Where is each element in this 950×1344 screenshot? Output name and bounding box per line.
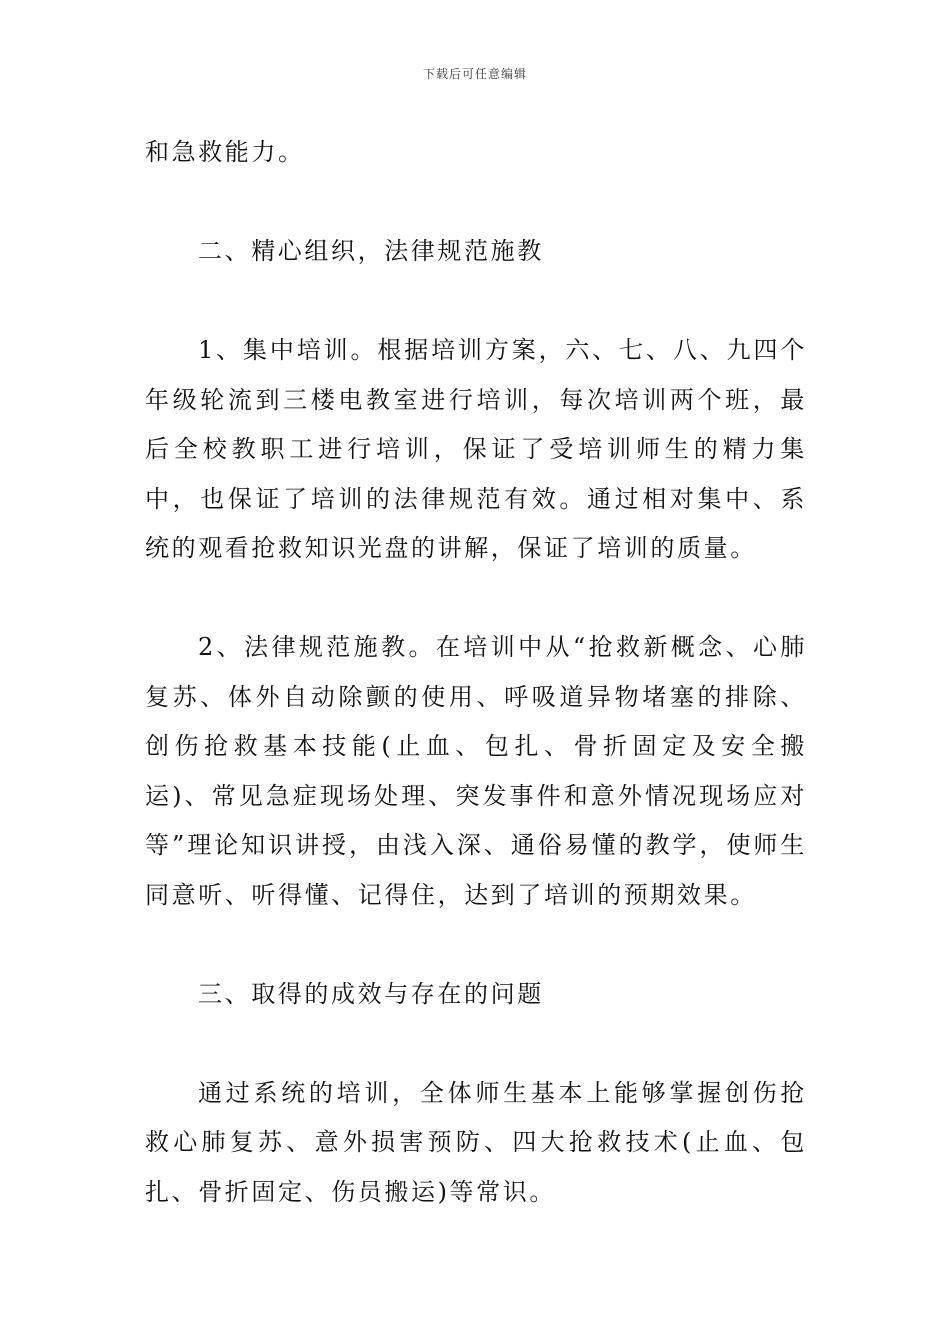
- paragraph-gap: [145, 574, 807, 624]
- paragraph-results: 通过系统的培训，全体师生基本上能够掌握创伤抢救心肺复苏、意外损害预防、四大抢救技术(止血、包扎、骨折固定、伤员搬运)等常识。: [145, 1078, 807, 1206]
- document-body: [145, 128, 807, 1217]
- paragraph-gap: [145, 1019, 807, 1069]
- header-note: 下载后可任意编辑: [422, 67, 527, 81]
- paragraph-standard-teaching: 2、法律规范施教。在培训中从“抢救新概念、心肺复苏、体外自动除颤的使用、呼吸道异物堵塞的排除、创伤抢救基本技能(止血、包扎、骨折固定及安全搬运)、常见急症现场处理、突发事件和意外情况现场应对等”理论知识讲授，由浅入深、通俗易懂的教学，使师生同意听、听得懂、记得住，达到了培训的预期效果。: [145, 633, 807, 909]
- paragraph-centralized-training: 1、集中培训。根据培训方案，六、七、八、九四个年级轮流到三楼电教室进行培训，每次培训两个班，最后全校教职工进行培训，保证了受培训师生的精力集中，也保证了培训的法律规范有效。通过相对集中、系统的观看抢救知识光盘的讲解，保证了培训的质量。: [145, 336, 807, 562]
- paragraph-gap: [145, 178, 807, 228]
- paragraph-continuation: 和急救能力。: [145, 138, 305, 166]
- section-heading-2: 二、精心组织，法律规范施教: [198, 237, 544, 265]
- paragraph-gap: [145, 920, 807, 970]
- section-heading-3: 三、取得的成效与存在的问题: [198, 979, 544, 1008]
- paragraph-gap: [145, 277, 807, 327]
